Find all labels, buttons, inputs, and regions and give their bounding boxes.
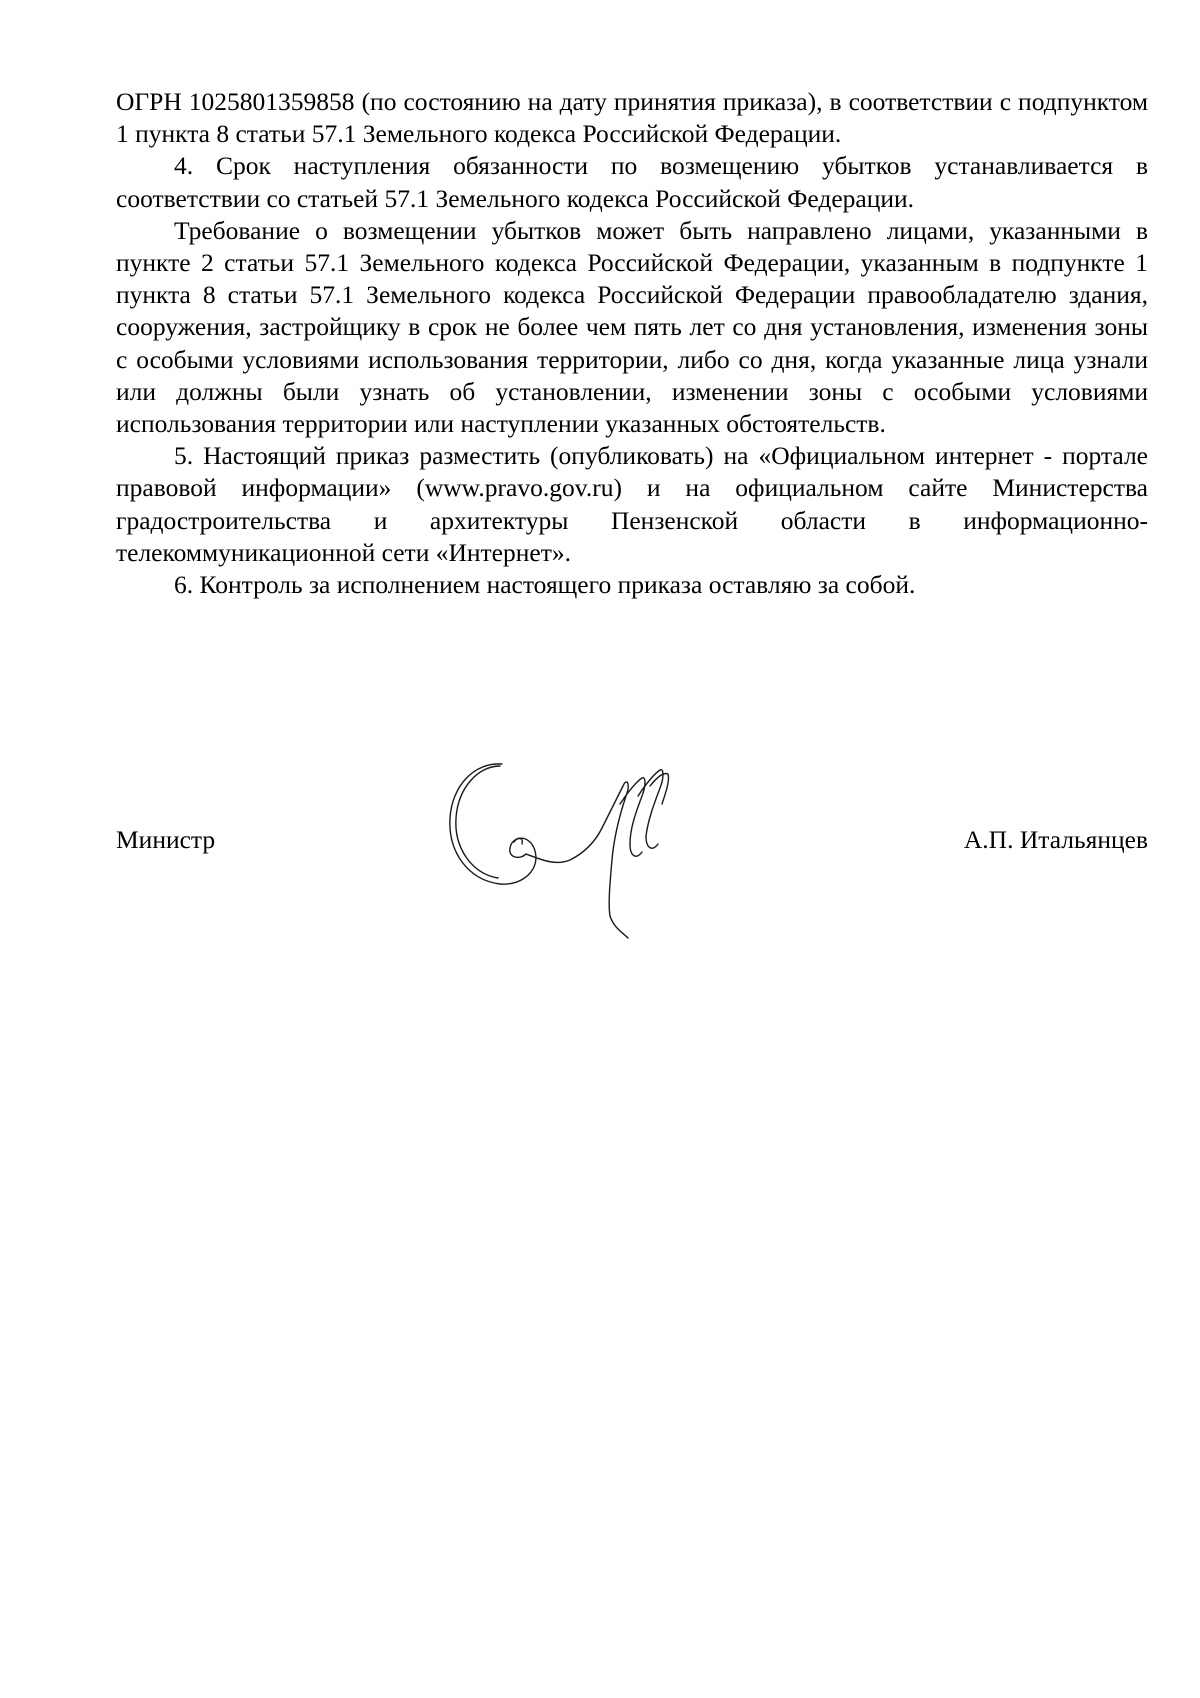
handwritten-signature	[424, 756, 684, 946]
paragraph-item-6: 6. Контроль за исполнением настоящего приказа оставляю за собой.	[174, 570, 916, 600]
document-body	[116, 86, 1148, 601]
paragraph-claim-requirement: Требование о возмещении убытков может быть направлено лицами, указанными в пункте 2 статьи 57.1 Земельного кодекса Российской Федерации, указанным в подпункте 1 пункта 8 статьи 57.1 Земельного кодекса Российской Федерации правообладателю здания, сооружения, застройщику в срок не более чем пять лет со дня установления, изменения зоны с особыми условиями использования территории, либо со дня, когда указанные лица узнали или должны были узнать об установлении, изменении зоны с особыми условиями использования территории или наступлении указанных обстоятельств.	[116, 215, 1148, 439]
paragraph-item-5: 5. Настоящий приказ разместить (опубликовать) на «Официальном интернет - портале правовой информации» (www.pravo.gov.ru) и на официальном сайте Министерства градостроительства и архитектуры Пензенской области в информационно-телекоммуникационной сети «Интернет».	[116, 441, 1148, 567]
paragraph-ogrn-continuation: ОГРН 1025801359858 (по состоянию на дату принятия приказа), в соответствии с подпунктом 1 пункта 8 статьи 57.1 Земельного кодекса Российской Федерации.	[116, 87, 1148, 149]
signatory-title: Министр	[116, 825, 216, 854]
signatory-name: А.П. Итальянцев	[963, 825, 1148, 854]
signature-block	[116, 764, 1148, 944]
paragraph-item-4: 4. Срок наступления обязанности по возмещению убытков устанавливается в соответствии со статьей 57.1 Земельного кодекса Российской Федерации.	[116, 151, 1148, 213]
